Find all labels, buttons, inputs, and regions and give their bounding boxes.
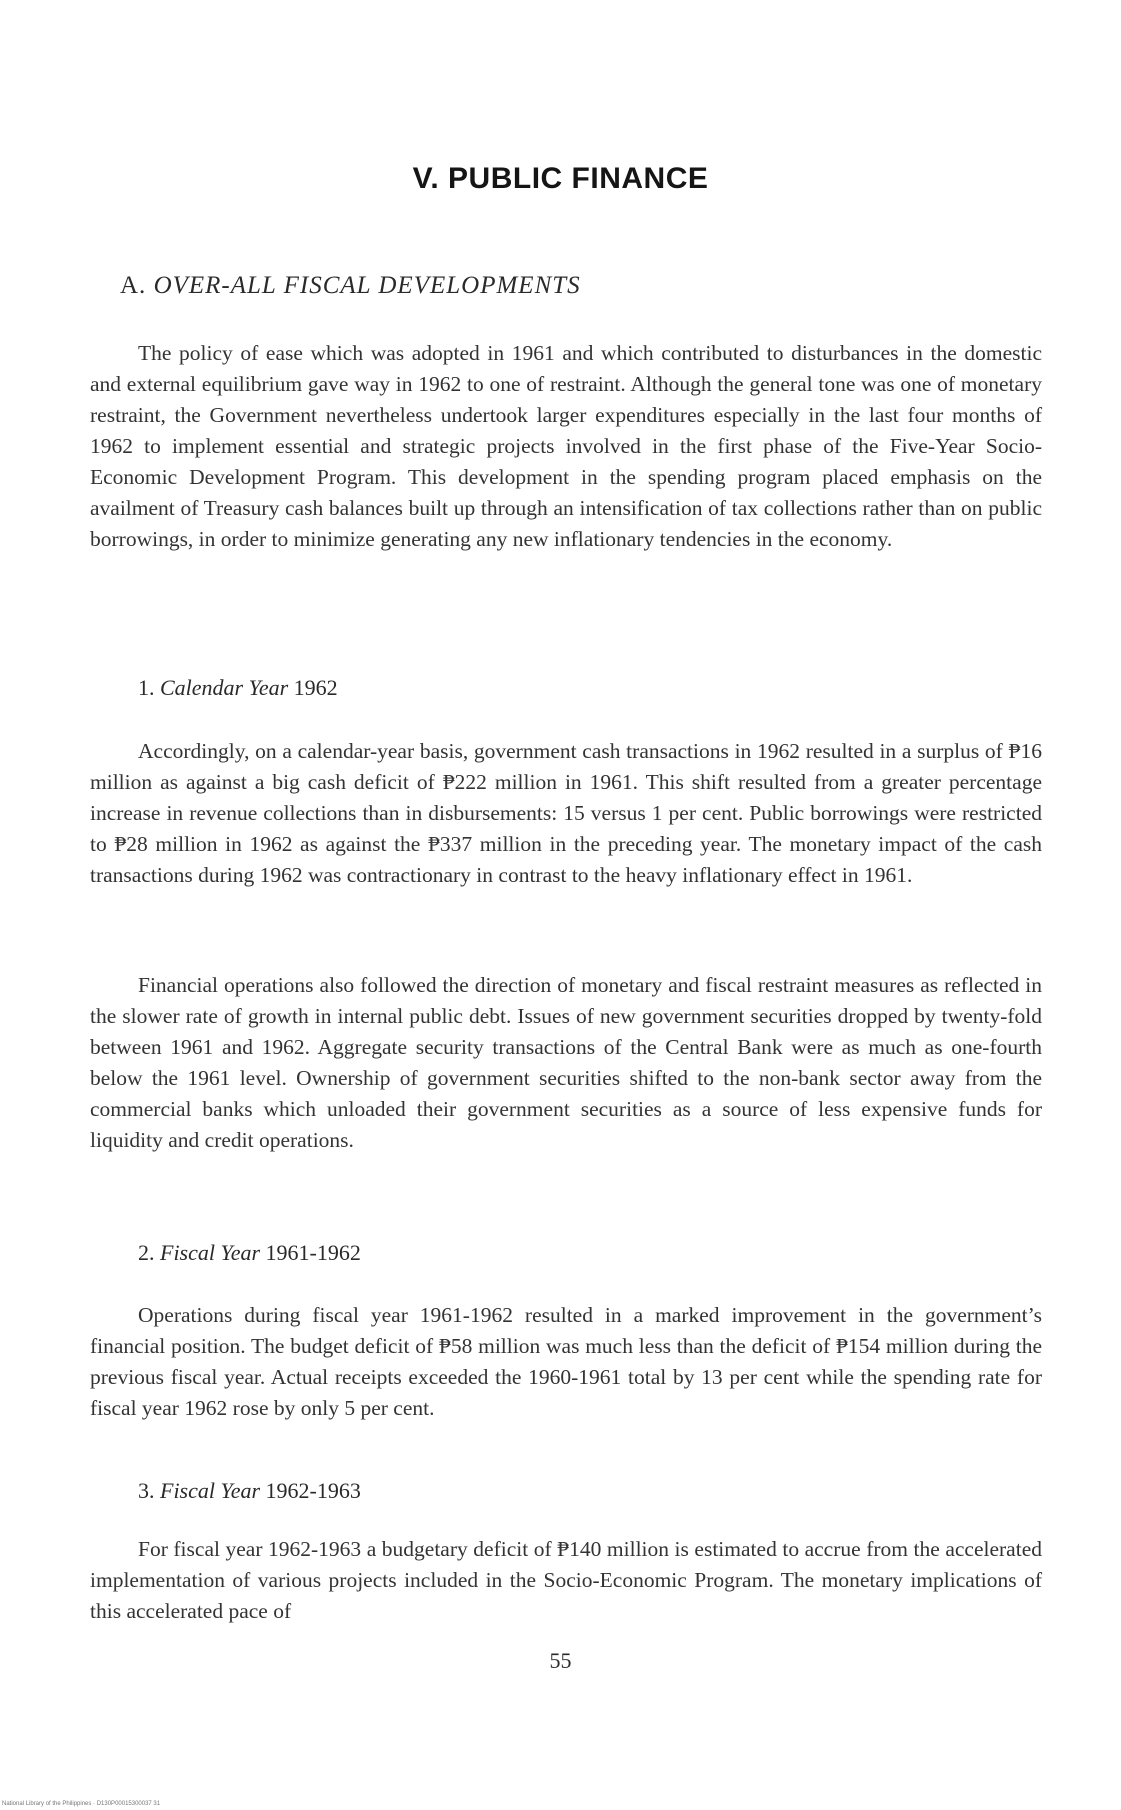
subsection-label: Calendar Year <box>160 675 289 700</box>
paragraph-intro: The policy of ease which was adopted in 1961 and which contributed to disturbances in the domestic and external equilibrium gave way in 1962 to one of restraint. Although the general tone was one of monetary restraint, the Government nevertheless undertook larger expenditures especially in the last four months of 1962 to implement essential and strategic projects involved in the first phase of the Five-Year Socio-Economic Development Program. This development in the spending program placed emphasis on the availment of Treasury cash balances built up through an intensification of tax collections rather than on public borrowings, in order to minimize generating any new inflationary tendencies in the economy. <box>90 341 1042 551</box>
paragraph-fiscal-6162: Operations during fiscal year 1961-1962 resulted in a marked improvement in the government’s financial position. The budget deficit of ₱58 million was much less than the deficit of ₱154 million during the previous fiscal year. Actual receipts exceeded the 1960-1961 total by 13 per cent while the spending rate for fiscal year 1962 rose by only 5 per cent. <box>90 1303 1042 1420</box>
subsection-number: 1. <box>138 675 155 700</box>
paragraph-calendar-1: Accordingly, on a calendar-year basis, government cash transactions in 1962 resulted in a surplus of ₱16 million as against a big cash deficit of ₱222 million in 1961. This shift resulted from a greater percentage increase in revenue collections than in disbursements: 15 versus 1 per cent. Public borrowings were restricted to ₱28 million in 1962 as against the ₱337 million in the preceding year. The monetary impact of the cash transactions during 1962 was contractionary in contrast to the heavy inflationary effect in 1961. <box>90 739 1042 887</box>
section-title: OVER-ALL FISCAL DEVELOPMENTS <box>153 272 581 299</box>
subsection-number: 2. <box>138 1240 155 1265</box>
chapter-title: V. PUBLIC FINANCE <box>412 162 709 195</box>
paragraph-calendar-2: Financial operations also followed the direction of monetary and fiscal restraint measures as reflected in the slower rate of growth in internal public debt. Issues of new government securities dropped by twenty-fold between 1961 and 1962. Aggregate security transactions of the Central Bank were as much as one-fourth below the 1961 level. Ownership of government securities shifted to the non-bank sector away from the commercial banks which unloaded their government securities as a source of less expensive funds for liquidity and credit operations. <box>90 973 1042 1152</box>
subsection-number: 3. <box>138 1478 155 1503</box>
section-letter: A. <box>120 272 147 299</box>
subsection-year: 1961-1962 <box>265 1240 361 1265</box>
subsection-heading-1 <box>138 675 338 701</box>
subsection-label: Fiscal Year <box>160 1240 261 1265</box>
subsection-heading-2 <box>138 1240 361 1266</box>
footer-note: National Library of the Philippines · D130P00015300037 31 <box>2 1801 161 1807</box>
subsection-year: 1962-1963 <box>265 1478 361 1503</box>
subsection-label: Fiscal Year <box>160 1478 261 1503</box>
subsection-heading-3 <box>138 1478 361 1504</box>
page-number: 55 <box>549 1648 572 1673</box>
paragraph-fiscal-6263: For fiscal year 1962-1963 a budgetary deficit of ₱140 million is estimated to accrue from the accelerated implementation of various projects included in the Socio-Economic Program. The monetary implications of this accelerated pace of <box>90 1537 1042 1623</box>
subsection-year: 1962 <box>293 675 338 700</box>
section-heading <box>120 272 581 300</box>
